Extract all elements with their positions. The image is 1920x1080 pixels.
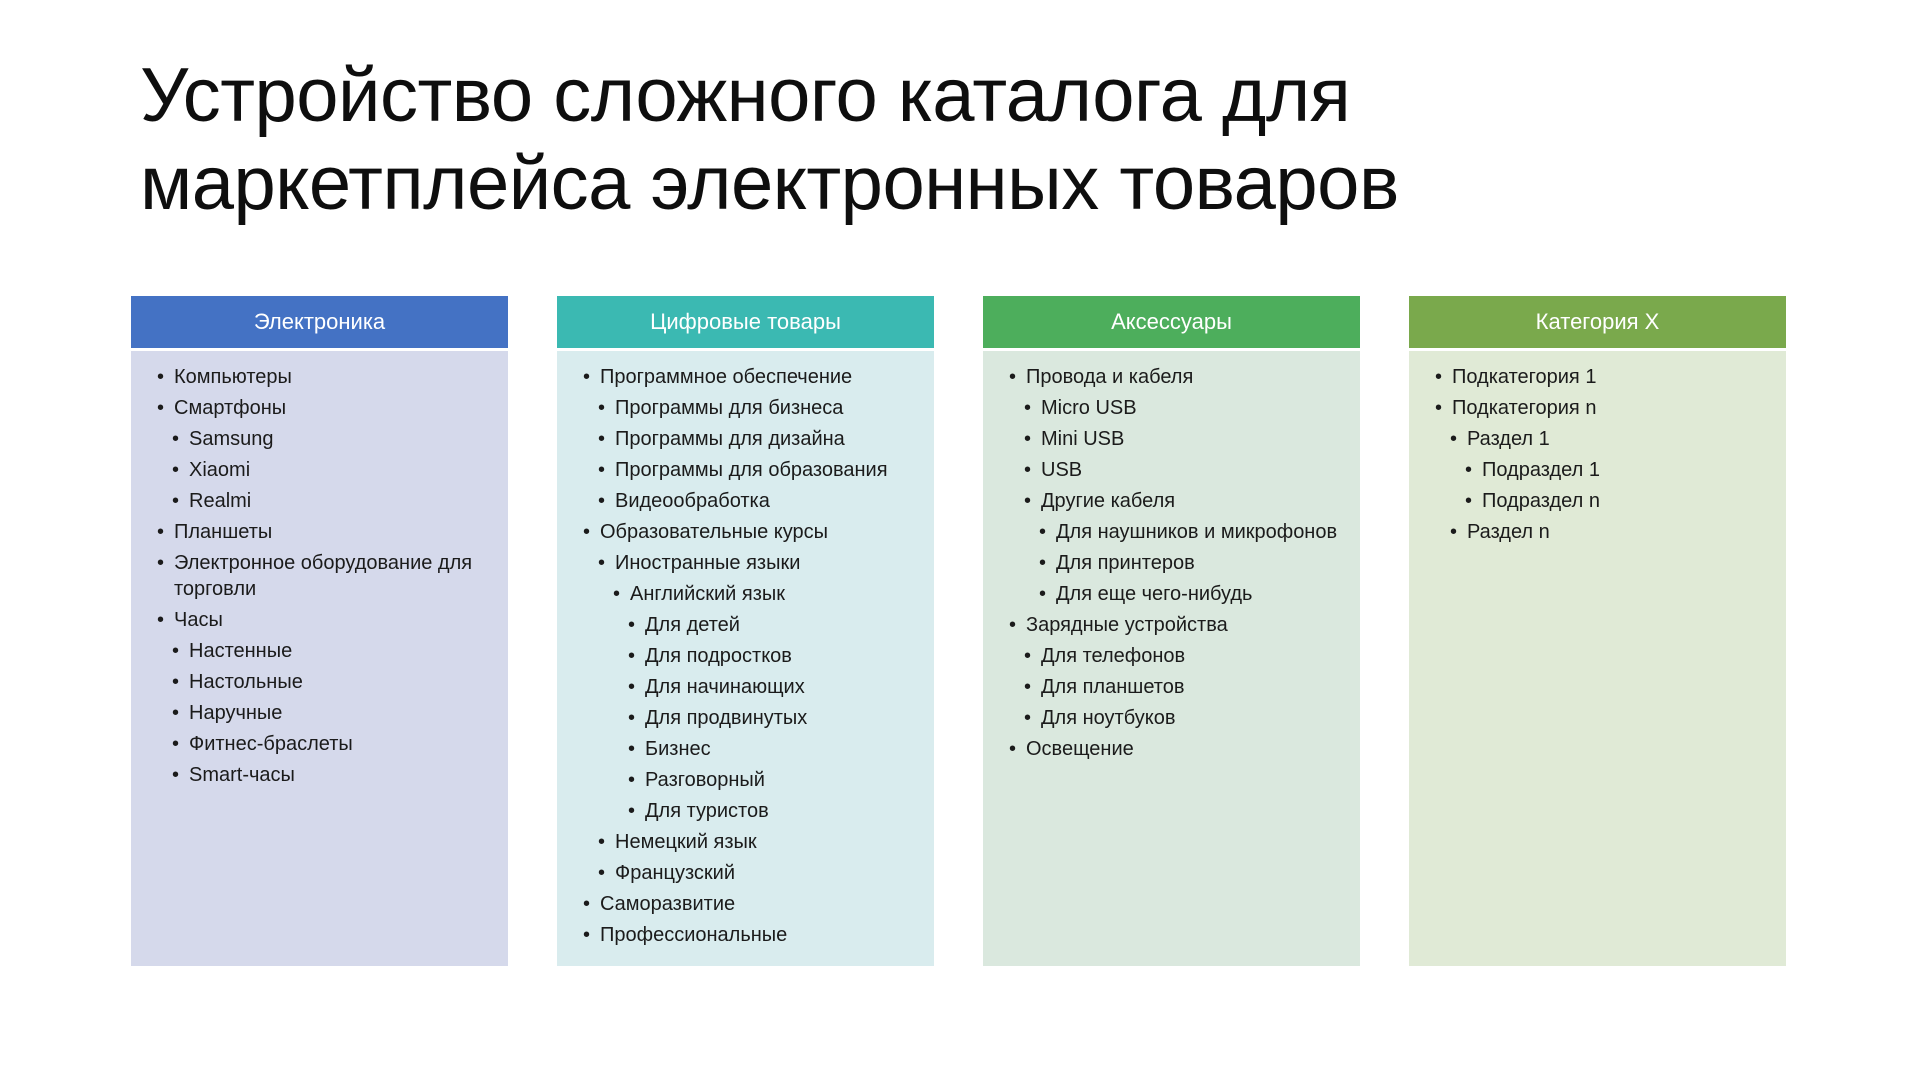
list-item [1450, 426, 1776, 452]
bullet-icon: • [157, 609, 165, 631]
list-item [172, 638, 498, 664]
list-item [172, 731, 498, 757]
item-label: USB [1041, 459, 1083, 481]
list-item [598, 488, 924, 514]
bullet-icon: • [172, 428, 180, 450]
list-item [598, 860, 924, 886]
bullet-icon: • [1009, 614, 1017, 636]
list-item [172, 457, 498, 483]
item-label: Для принтеров [1056, 552, 1195, 574]
item-label: Освещение [1026, 738, 1134, 760]
category-column-category-x [1409, 296, 1786, 966]
bullet-icon: • [1024, 428, 1032, 450]
item-label: Подкатегория 1 [1452, 366, 1597, 388]
list-item [1465, 457, 1776, 483]
bullet-icon: • [628, 800, 636, 822]
list-item [598, 550, 924, 576]
item-label: Иностранные языки [615, 552, 801, 574]
bullet-icon: • [583, 366, 591, 388]
item-label: Программы для дизайна [615, 428, 845, 450]
bullet-icon: • [1039, 552, 1047, 574]
column-header: Электроника [131, 296, 508, 348]
bullet-icon: • [598, 428, 606, 450]
list-item [1435, 364, 1776, 390]
bullet-icon: • [1450, 521, 1458, 543]
list-item [172, 700, 498, 726]
list-item [628, 798, 924, 824]
item-label: Для туристов [645, 800, 769, 822]
item-label: Realmi [189, 490, 252, 512]
item-label: Программное обеспечение [600, 366, 853, 388]
list-item [172, 426, 498, 452]
list-item [583, 922, 924, 948]
item-label: Часы [174, 609, 223, 631]
slide-title [140, 52, 1399, 228]
item-label: Micro USB [1041, 397, 1137, 419]
item-label: Для ноутбуков [1041, 707, 1176, 729]
item-label: Электронное оборудование для торговли [174, 552, 473, 600]
list-item [598, 426, 924, 452]
bullet-icon: • [172, 733, 180, 755]
bullet-icon: • [1024, 645, 1032, 667]
item-label: Mini USB [1041, 428, 1125, 450]
bullet-icon: • [1024, 490, 1032, 512]
list-item [598, 457, 924, 483]
item-label: Подкатегория n [1452, 397, 1597, 419]
column-body [983, 351, 1360, 966]
list-item [172, 762, 498, 788]
item-label: Раздел 1 [1467, 428, 1550, 450]
list-item [628, 767, 924, 793]
list-item [628, 705, 924, 731]
bullet-icon: • [598, 831, 606, 853]
bullet-icon: • [628, 614, 636, 636]
item-label: Провода и кабеля [1026, 366, 1194, 388]
list-item [1024, 643, 1350, 669]
item-label: Для детей [645, 614, 740, 636]
list-item [172, 669, 498, 695]
bullet-icon: • [628, 769, 636, 791]
bullet-icon: • [1450, 428, 1458, 450]
list-item [172, 488, 498, 514]
item-label: Видеообработка [615, 490, 770, 512]
list-item [1024, 674, 1350, 700]
item-label: Для еще чего-нибудь [1056, 583, 1253, 605]
item-label: Другие кабеля [1041, 490, 1176, 512]
list-item [1024, 488, 1350, 514]
list-item [1435, 395, 1776, 421]
list-item [1450, 519, 1776, 545]
bullet-icon: • [157, 366, 165, 388]
bullet-icon: • [583, 924, 591, 946]
item-label: Xiaomi [189, 459, 251, 481]
category-column-accessories [983, 296, 1360, 966]
list-item [613, 581, 924, 607]
item-label: Для планшетов [1041, 676, 1185, 698]
bullet-icon: • [172, 640, 180, 662]
list-item [598, 829, 924, 855]
item-label: Зарядные устройства [1026, 614, 1228, 636]
item-label: Настенные [189, 640, 293, 662]
column-header: Категория X [1409, 296, 1786, 348]
list-item [157, 364, 498, 390]
bullet-icon: • [1009, 366, 1017, 388]
bullet-icon: • [172, 671, 180, 693]
bullet-icon: • [598, 490, 606, 512]
bullet-icon: • [613, 583, 621, 605]
column-body [131, 351, 508, 966]
list-item [583, 891, 924, 917]
item-label: Samsung [189, 428, 274, 450]
bullet-icon: • [157, 552, 165, 574]
item-label: Немецкий язык [615, 831, 757, 853]
list-item [1039, 519, 1350, 545]
column-header: Цифровые товары [557, 296, 934, 348]
item-label: Французский [615, 862, 735, 884]
item-label: Наручные [189, 702, 283, 724]
bullet-icon: • [628, 707, 636, 729]
list-item [1024, 457, 1350, 483]
item-label: Бизнес [645, 738, 711, 760]
item-label: Фитнес-браслеты [189, 733, 353, 755]
category-column-digital-goods [557, 296, 934, 966]
item-label: Для наушников и микрофонов [1056, 521, 1338, 543]
bullet-icon: • [172, 459, 180, 481]
bullet-icon: • [1024, 676, 1032, 698]
item-label: Подраздел n [1482, 490, 1600, 512]
list-item [628, 674, 924, 700]
list-item [628, 643, 924, 669]
list-item [157, 519, 498, 545]
list-item [1009, 612, 1350, 638]
list-item [583, 364, 924, 390]
item-label: Раздел n [1467, 521, 1550, 543]
bullet-icon: • [172, 490, 180, 512]
item-label: Для начинающих [645, 676, 805, 698]
list-item [628, 736, 924, 762]
bullet-icon: • [598, 397, 606, 419]
list-item [1039, 581, 1350, 607]
item-label: Смартфоны [174, 397, 287, 419]
bullet-icon: • [1435, 366, 1443, 388]
item-label: Для телефонов [1041, 645, 1186, 667]
item-label: Саморазвитие [600, 893, 736, 915]
list-item [628, 612, 924, 638]
list-item [1024, 395, 1350, 421]
list-item [157, 607, 498, 633]
bullet-icon: • [157, 521, 165, 543]
bullet-icon: • [1039, 521, 1047, 543]
bullet-icon: • [1024, 397, 1032, 419]
item-label: Образовательные курсы [600, 521, 829, 543]
bullet-icon: • [1465, 490, 1473, 512]
slide-title-line2: маркетплейса электронных товаров [140, 141, 1399, 226]
item-label: Компьютеры [174, 366, 292, 388]
column-body [1409, 351, 1786, 966]
list-item [1009, 736, 1350, 762]
list-item [583, 519, 924, 545]
bullet-icon: • [1465, 459, 1473, 481]
bullet-icon: • [598, 459, 606, 481]
bullet-icon: • [628, 676, 636, 698]
bullet-icon: • [598, 552, 606, 574]
bullet-icon: • [157, 397, 165, 419]
list-item [157, 395, 498, 421]
category-column-electronics [131, 296, 508, 966]
item-label: Английский язык [630, 583, 786, 605]
item-label: Планшеты [174, 521, 273, 543]
list-item [157, 550, 498, 602]
list-item [1024, 705, 1350, 731]
item-label: Smart-часы [189, 764, 295, 786]
column-header: Аксессуары [983, 296, 1360, 348]
item-label: Для подростков [645, 645, 792, 667]
bullet-icon: • [583, 521, 591, 543]
list-item [1039, 550, 1350, 576]
slide-title-line1: Устройство сложного каталога для [140, 53, 1351, 138]
bullet-icon: • [1039, 583, 1047, 605]
item-label: Программы для бизнеса [615, 397, 844, 419]
list-item [1024, 426, 1350, 452]
bullet-icon: • [598, 862, 606, 884]
list-item [598, 395, 924, 421]
item-label: Для продвинутых [645, 707, 808, 729]
item-label: Разговорный [645, 769, 765, 791]
item-label: Программы для образования [615, 459, 888, 481]
bullet-icon: • [1024, 459, 1032, 481]
item-label: Подраздел 1 [1482, 459, 1600, 481]
column-body [557, 351, 934, 966]
category-columns [131, 296, 1789, 966]
item-label: Настольные [189, 671, 303, 693]
bullet-icon: • [628, 645, 636, 667]
bullet-icon: • [1024, 707, 1032, 729]
list-item [1465, 488, 1776, 514]
bullet-icon: • [172, 702, 180, 724]
bullet-icon: • [172, 764, 180, 786]
bullet-icon: • [1009, 738, 1017, 760]
bullet-icon: • [583, 893, 591, 915]
bullet-icon: • [628, 738, 636, 760]
list-item [1009, 364, 1350, 390]
bullet-icon: • [1435, 397, 1443, 419]
item-label: Профессиональные [600, 924, 788, 946]
